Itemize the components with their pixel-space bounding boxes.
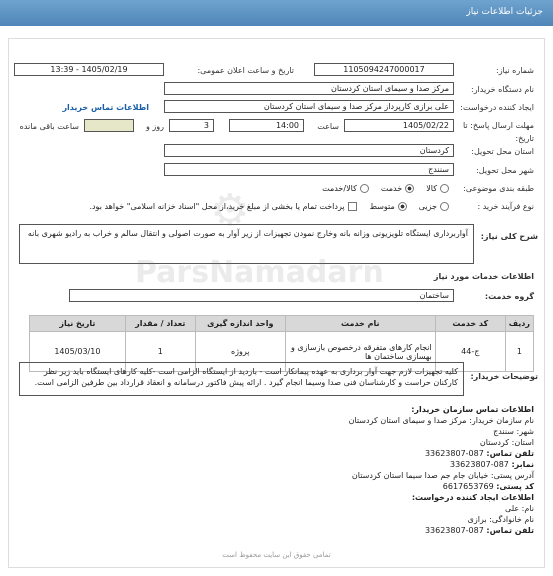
- contact-fax-label: نمابر:: [511, 460, 534, 469]
- province-field: کردستان: [164, 144, 454, 157]
- contact-postal-label: کد پستی:: [496, 482, 534, 491]
- category-service-label: خدمت: [380, 183, 403, 193]
- buyer-org-row: [471, 82, 534, 96]
- creator-row: [460, 100, 534, 114]
- days-label: روز و: [146, 121, 164, 131]
- buyer-org-field: مرکز صدا و سیمای استان کردستان: [164, 82, 454, 95]
- footer-text: تمامی حقوق این سایت محفوظ است: [222, 551, 331, 559]
- process-minor-label: جزیی: [418, 201, 437, 211]
- contact-section: [24, 404, 534, 536]
- contact-postal: 6617653769: [442, 482, 494, 491]
- process-medium-radio[interactable]: [398, 202, 407, 211]
- group-field: ساختمان: [69, 289, 454, 302]
- watermark-emblem: ⚙: [210, 185, 250, 236]
- process-minor-radio[interactable]: [440, 202, 449, 211]
- contact-phone-label: تلفن تماس:: [486, 449, 534, 458]
- city-label: شهر محل تحویل:: [476, 165, 534, 175]
- col-qty: تعداد / مقدار: [125, 316, 195, 332]
- process-options: [89, 199, 449, 213]
- services-title-row: [434, 269, 534, 283]
- announce-date-field: 1405/02/19 - 13:39: [14, 63, 164, 76]
- cell-code: ج-44: [435, 332, 505, 372]
- contact-org: نام سازمان خریدار: مرکز صدا و سیمای استان کردستان: [348, 416, 534, 425]
- deadline-date-label: تاریخ:: [515, 133, 534, 143]
- deadline-time-field: 14:00: [229, 119, 304, 132]
- category-goods-radio[interactable]: [440, 184, 449, 193]
- creator-phone-label: تلفن تماس:: [486, 526, 534, 535]
- contact-fax: 087-33623807: [450, 460, 509, 469]
- need-number-row: [496, 63, 534, 77]
- category-service-radio[interactable]: [405, 184, 414, 193]
- summary-label: شرح کلی نیاز:: [480, 231, 538, 241]
- buyer-org-label: نام دستگاه خریدار:: [471, 84, 534, 94]
- need-number-field: 1105094247000017: [314, 63, 454, 76]
- need-number-label: شماره نیاز:: [496, 65, 534, 75]
- remaining-hours-field: [84, 119, 134, 132]
- group-label: گروه خدمت:: [484, 291, 534, 301]
- creator-field: علی برازی کارپرداز مرکز صدا و سیمای استان کردستان: [164, 100, 454, 113]
- contact-fax-line: [24, 459, 534, 470]
- col-date: تاریخ نیاز: [30, 316, 126, 332]
- deadline-date-field: 1405/02/22: [344, 119, 454, 132]
- payment-note: پرداخت تمام یا بخشی از مبلغ خرید،از محل "اسناد خزانه اسلامی" خواهد بود.: [89, 201, 345, 211]
- process-label: نوع فرآیند خرید :: [477, 201, 534, 211]
- watermark-logo: ParsNamadarn: [135, 255, 384, 290]
- page-header: [0, 0, 553, 26]
- time-label: ساعت: [317, 121, 339, 131]
- creator-phone-line: [24, 525, 534, 536]
- creator-phone: 087-33623807: [424, 526, 484, 535]
- contact-address: آدرس پستی: خیابان جام جم صدا سیما استان کردستان: [351, 471, 534, 480]
- buyer-contact-link[interactable]: اطلاعات تماس خریدار: [62, 102, 149, 112]
- province-row: [471, 144, 534, 158]
- contact-title: اطلاعات تماس سازمان خریدار:: [411, 405, 534, 414]
- deadline-row-2: [515, 131, 534, 145]
- deadline-row: [463, 118, 534, 132]
- category-label: طبقه بندی موضوعی:: [463, 183, 534, 193]
- details-panel: [8, 38, 545, 568]
- col-index: ردیف: [505, 316, 533, 332]
- contact-phone: 087-33623807: [424, 449, 484, 458]
- category-row: [463, 181, 534, 195]
- province-label: استان محل تحویل:: [471, 146, 534, 156]
- process-medium-label: متوسط: [369, 201, 395, 211]
- summary-box: [19, 224, 474, 264]
- remaining-row: [20, 119, 79, 133]
- cell-unit: پروژه: [195, 332, 285, 372]
- buyer-notes-box: [19, 362, 464, 396]
- cell-name: انجام کارهای متفرقه درخصوص بازسازی و بهسازی ساختمان ها: [285, 332, 435, 372]
- time-label-row: [317, 119, 339, 133]
- category-options: [322, 181, 449, 195]
- announce-date-label: تاریخ و ساعت اعلان عمومی:: [197, 65, 294, 75]
- contact-link-row: [62, 100, 149, 114]
- deadline-label: مهلت ارسال پاسخ: تا: [462, 120, 534, 130]
- contact-city: شهر: سنندج: [493, 427, 534, 436]
- creator-last-name: نام خانوادگی: برازی: [467, 515, 534, 524]
- announce-row: [197, 63, 294, 77]
- days-field: 3: [169, 119, 214, 132]
- creator-info-title: اطلاعات ایجاد کننده درخواست:: [411, 493, 534, 502]
- buyer-notes-text: کلیه تجهیزات لازم جهت آوار برداری به عهده پیمانکار است - بازدید از ایستگاه الزامی است -کلیه کارهای ایستگاه باید زیر نظر کارکنان حراست و کارشناسان فنی صدا وسیما انجام گیرد . ارائه پیش فاکتور درسامانه و انعقاد قرارداد بین طرفین الزامی است.: [34, 367, 458, 387]
- summary-label-row: [481, 229, 538, 243]
- summary-text: آواربرداری ایستگاه تلویزیونی وزانه بانه وخارج نمودن تجهیزات از زیر آوار به صورت اصولی و انتقال سالم و خراب به رادیو شهری بانه: [27, 229, 468, 238]
- cell-index: 1: [505, 332, 533, 372]
- contact-phone-line: [24, 448, 534, 459]
- col-name: نام خدمت: [285, 316, 435, 332]
- contact-postal-line: [24, 481, 534, 492]
- treasury-checkbox[interactable]: [348, 202, 357, 211]
- creator-label: ایجاد کننده درخواست:: [460, 102, 534, 112]
- page-title: جزئیات اطلاعات نیاز: [466, 7, 543, 17]
- cell-qty: 1: [125, 332, 195, 372]
- category-goods-service-radio[interactable]: [360, 184, 369, 193]
- group-row: [485, 289, 534, 303]
- notes-label-row: [470, 369, 538, 383]
- category-goods-service-label: کالا/خدمت: [322, 183, 357, 193]
- cell-date: 1405/03/10: [30, 332, 126, 372]
- contact-province: استان: کردستان: [479, 438, 534, 447]
- process-row: [477, 199, 534, 213]
- city-field: سنندج: [164, 163, 454, 176]
- creator-first-name: نام: علی: [505, 504, 534, 513]
- buyer-notes-label: توضیحات خریدار:: [470, 371, 538, 381]
- category-goods-label: کالا: [426, 183, 437, 193]
- services-title: اطلاعات خدمات مورد نیاز: [433, 271, 534, 281]
- city-row: [476, 163, 534, 177]
- col-unit: واحد اندازه گیری: [195, 316, 285, 332]
- col-code: کد خدمت: [435, 316, 505, 332]
- remaining-label: ساعت باقی مانده: [19, 121, 79, 131]
- days-label-row: [146, 119, 164, 133]
- footer: [9, 551, 544, 559]
- table-header-row: [30, 316, 534, 332]
